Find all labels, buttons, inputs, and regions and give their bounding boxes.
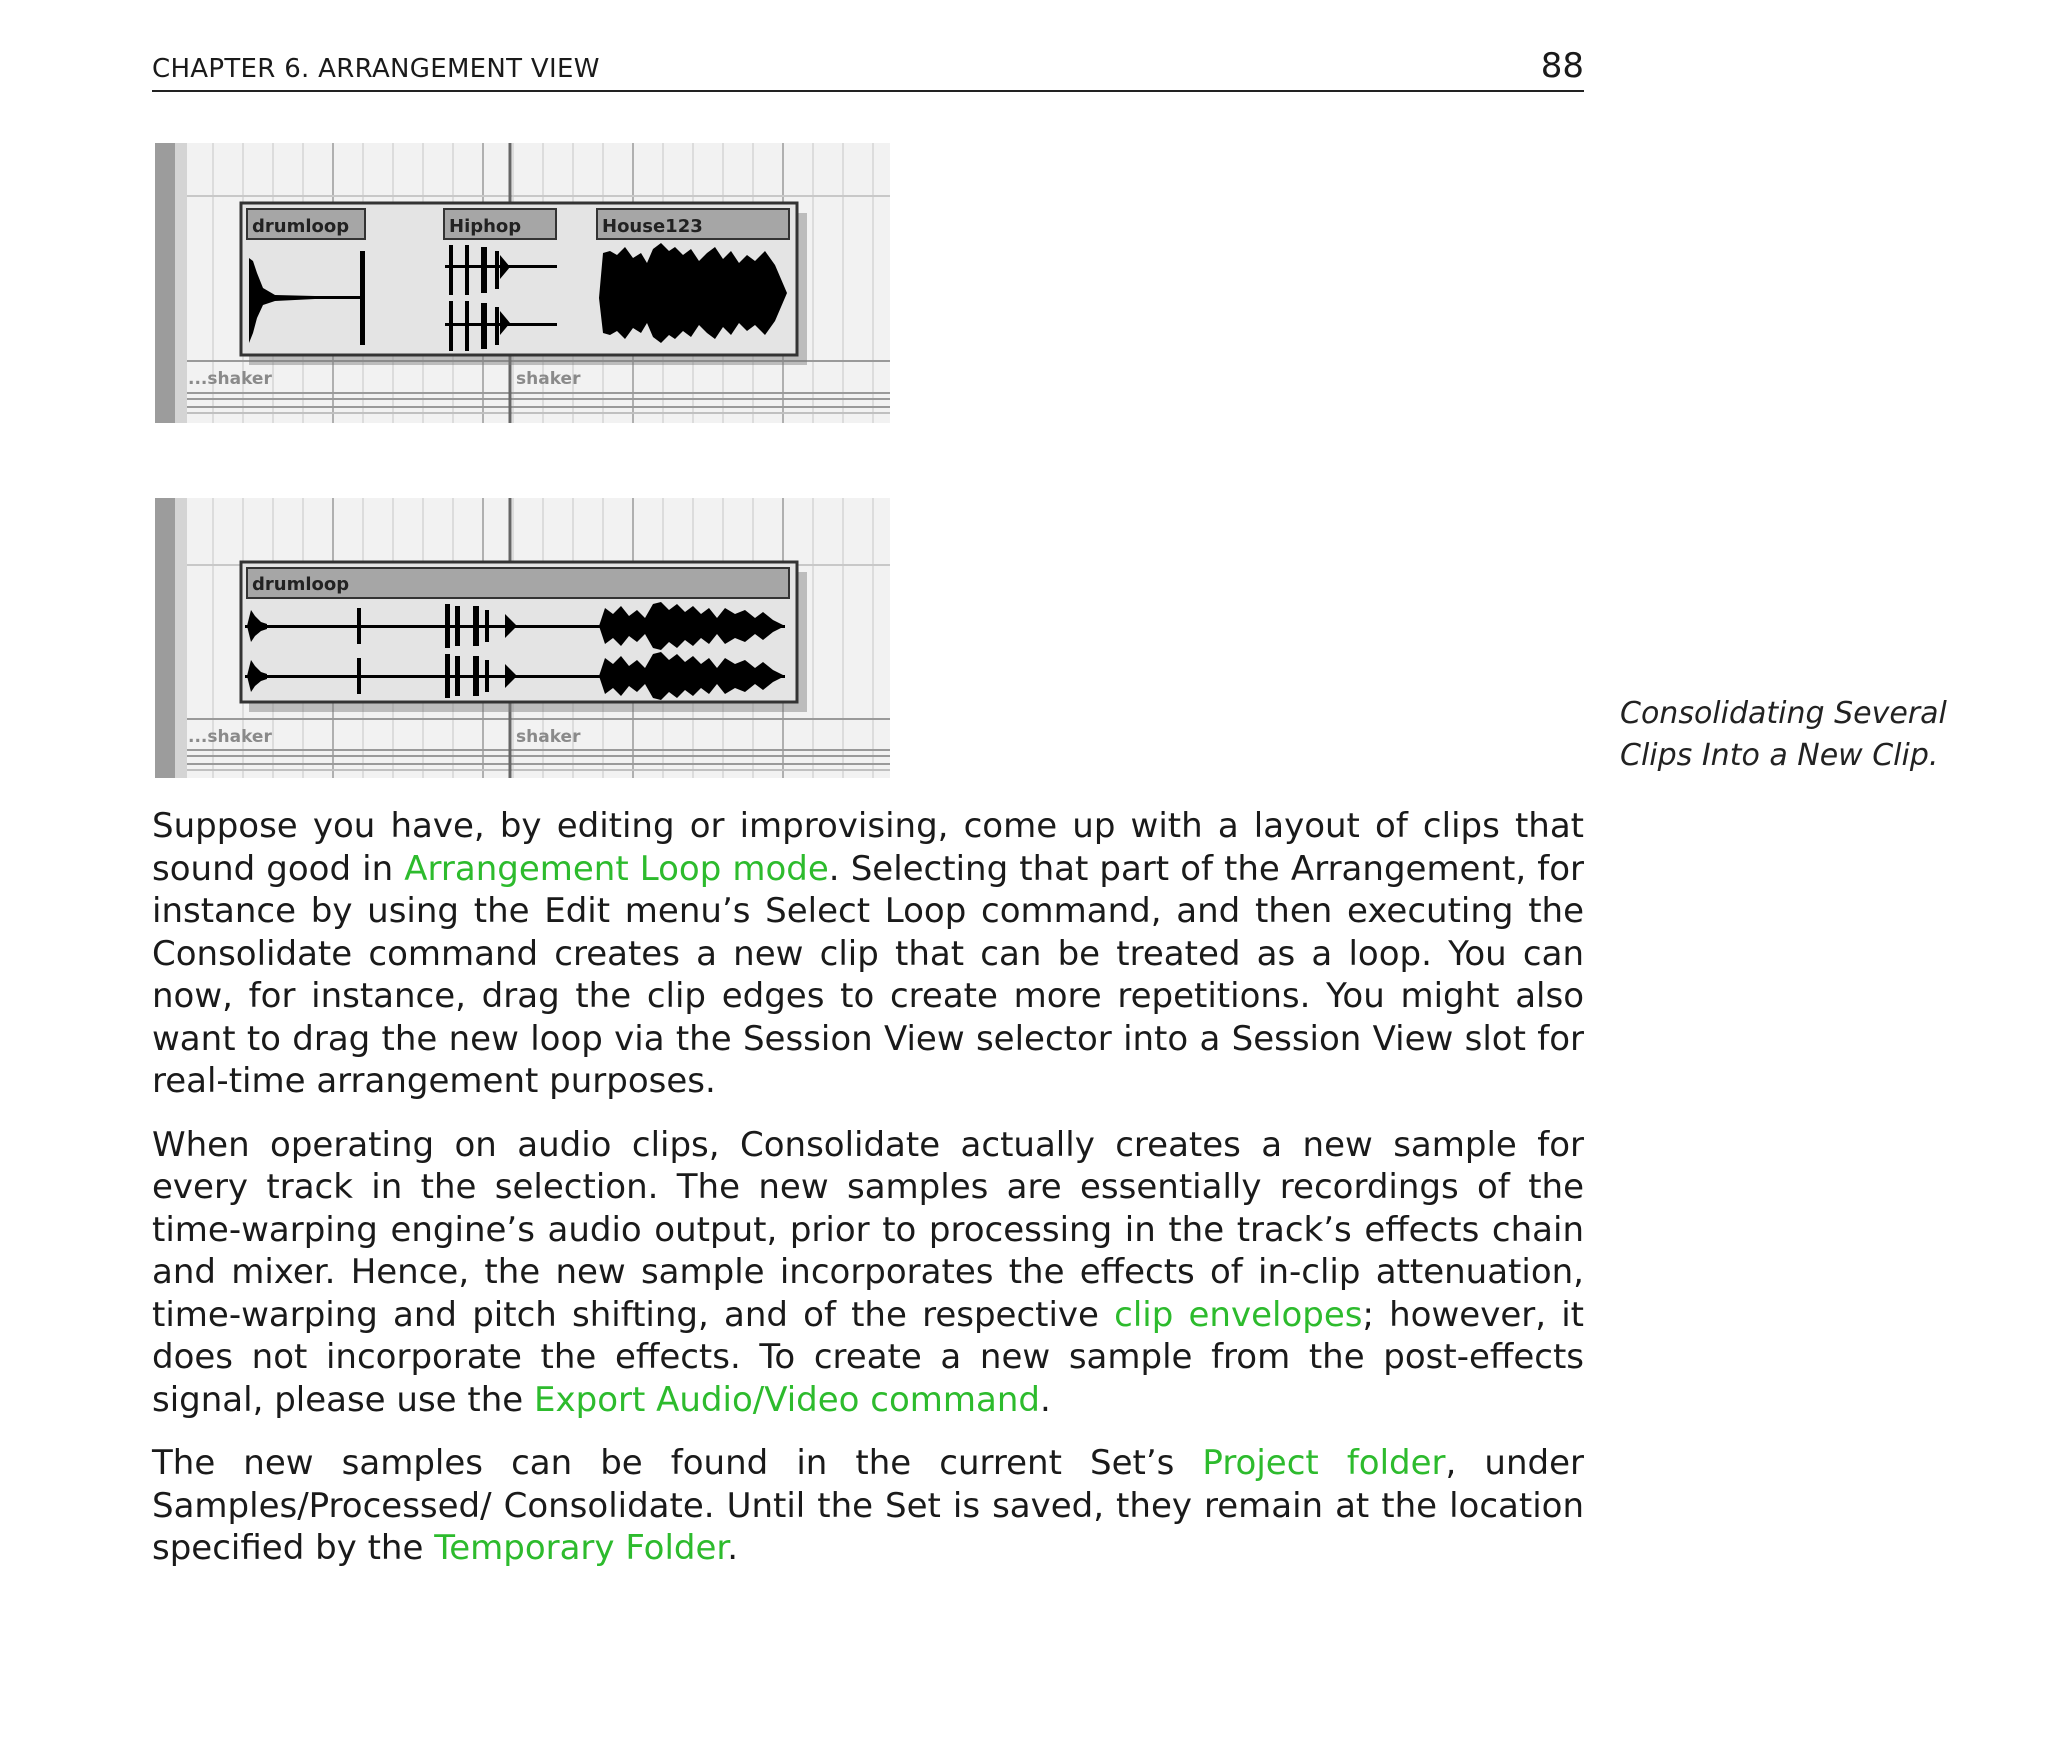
link-arrangement-loop-mode[interactable]: Arrangement Loop mode (404, 848, 829, 889)
track-label-shaker-2: shaker (516, 727, 581, 747)
paragraph-2 (152, 1124, 1584, 1422)
page-number: 88 (1540, 46, 1584, 86)
text-run: . (1039, 1379, 1051, 1420)
text-run: . Selecting that part of the Arrangement, for instance by using the Edit menu’s Select Loop command, and then executing the Consolidate command creates a new clip that can be treated as a loop. You can now, for instance, drag the clip edges to create more repetitions. You might also want to drag the new loop via the Session View selector into a Session View slot for real-time arrangement purposes. (152, 848, 1585, 1101)
link-temporary-folder[interactable]: Temporary Folder (434, 1528, 728, 1568)
page-header (152, 48, 1584, 92)
chapter-title: CHAPTER 6. ARRANGEMENT VIEW (152, 54, 600, 84)
waveform-house123 (599, 243, 787, 343)
link-export-audio-video[interactable]: Export Audio/Video command (534, 1379, 1040, 1420)
text-run: The new samples can be found in the current Set’s (152, 1443, 1203, 1483)
paragraph-1 (152, 805, 1584, 1103)
figure-consolidated-clip (155, 498, 890, 778)
caption-line-2: Clips Into a New Clip. (1620, 738, 1939, 773)
track-label-shaker-2: shaker (516, 369, 581, 389)
track-label-shaker-1: ...shaker (188, 727, 272, 747)
clip-name-house123: House123 (602, 216, 703, 237)
link-clip-envelopes[interactable]: clip envelopes (1114, 1294, 1363, 1335)
figure-caption (1620, 693, 2020, 777)
track-label-shaker-1: ...shaker (188, 369, 272, 389)
text-run: ; however, it does not incorporate the effects. To create a new sample from the post-effects signal, please use the (152, 1294, 1584, 1420)
body-text (152, 805, 1584, 1591)
paragraph-3 (152, 1442, 1584, 1570)
text-run: , under Samples/Processed/ Consolidate. Until the Set is saved, they remain at the location specified by the (152, 1443, 1584, 1568)
text-run: Suppose you have, by editing or improvising, come up with a layout of clips that sound good in (152, 806, 1584, 889)
text-run: When operating on audio clips, Consolidate actually creates a new sample for every track in the selection. The new samples are essentially recordings of the time-warping engine’s audio output, prior to processing in the track’s effects chain and mixer. Hence, the new sample incorporates the effects of in-clip attenuation, time-warping and pitch shifting, and of the respective (152, 1124, 1584, 1335)
link-project-folder[interactable]: Project folder (1202, 1443, 1446, 1483)
text-run: . (727, 1528, 739, 1568)
figure-clips-before-consolidate (155, 143, 890, 423)
clip-name-drumloop: drumloop (252, 216, 350, 237)
clip-name-consolidated: drumloop (252, 574, 350, 595)
caption-line-1: Consolidating Several (1620, 696, 1947, 731)
clip-name-hiphop: Hiphop (449, 216, 522, 237)
